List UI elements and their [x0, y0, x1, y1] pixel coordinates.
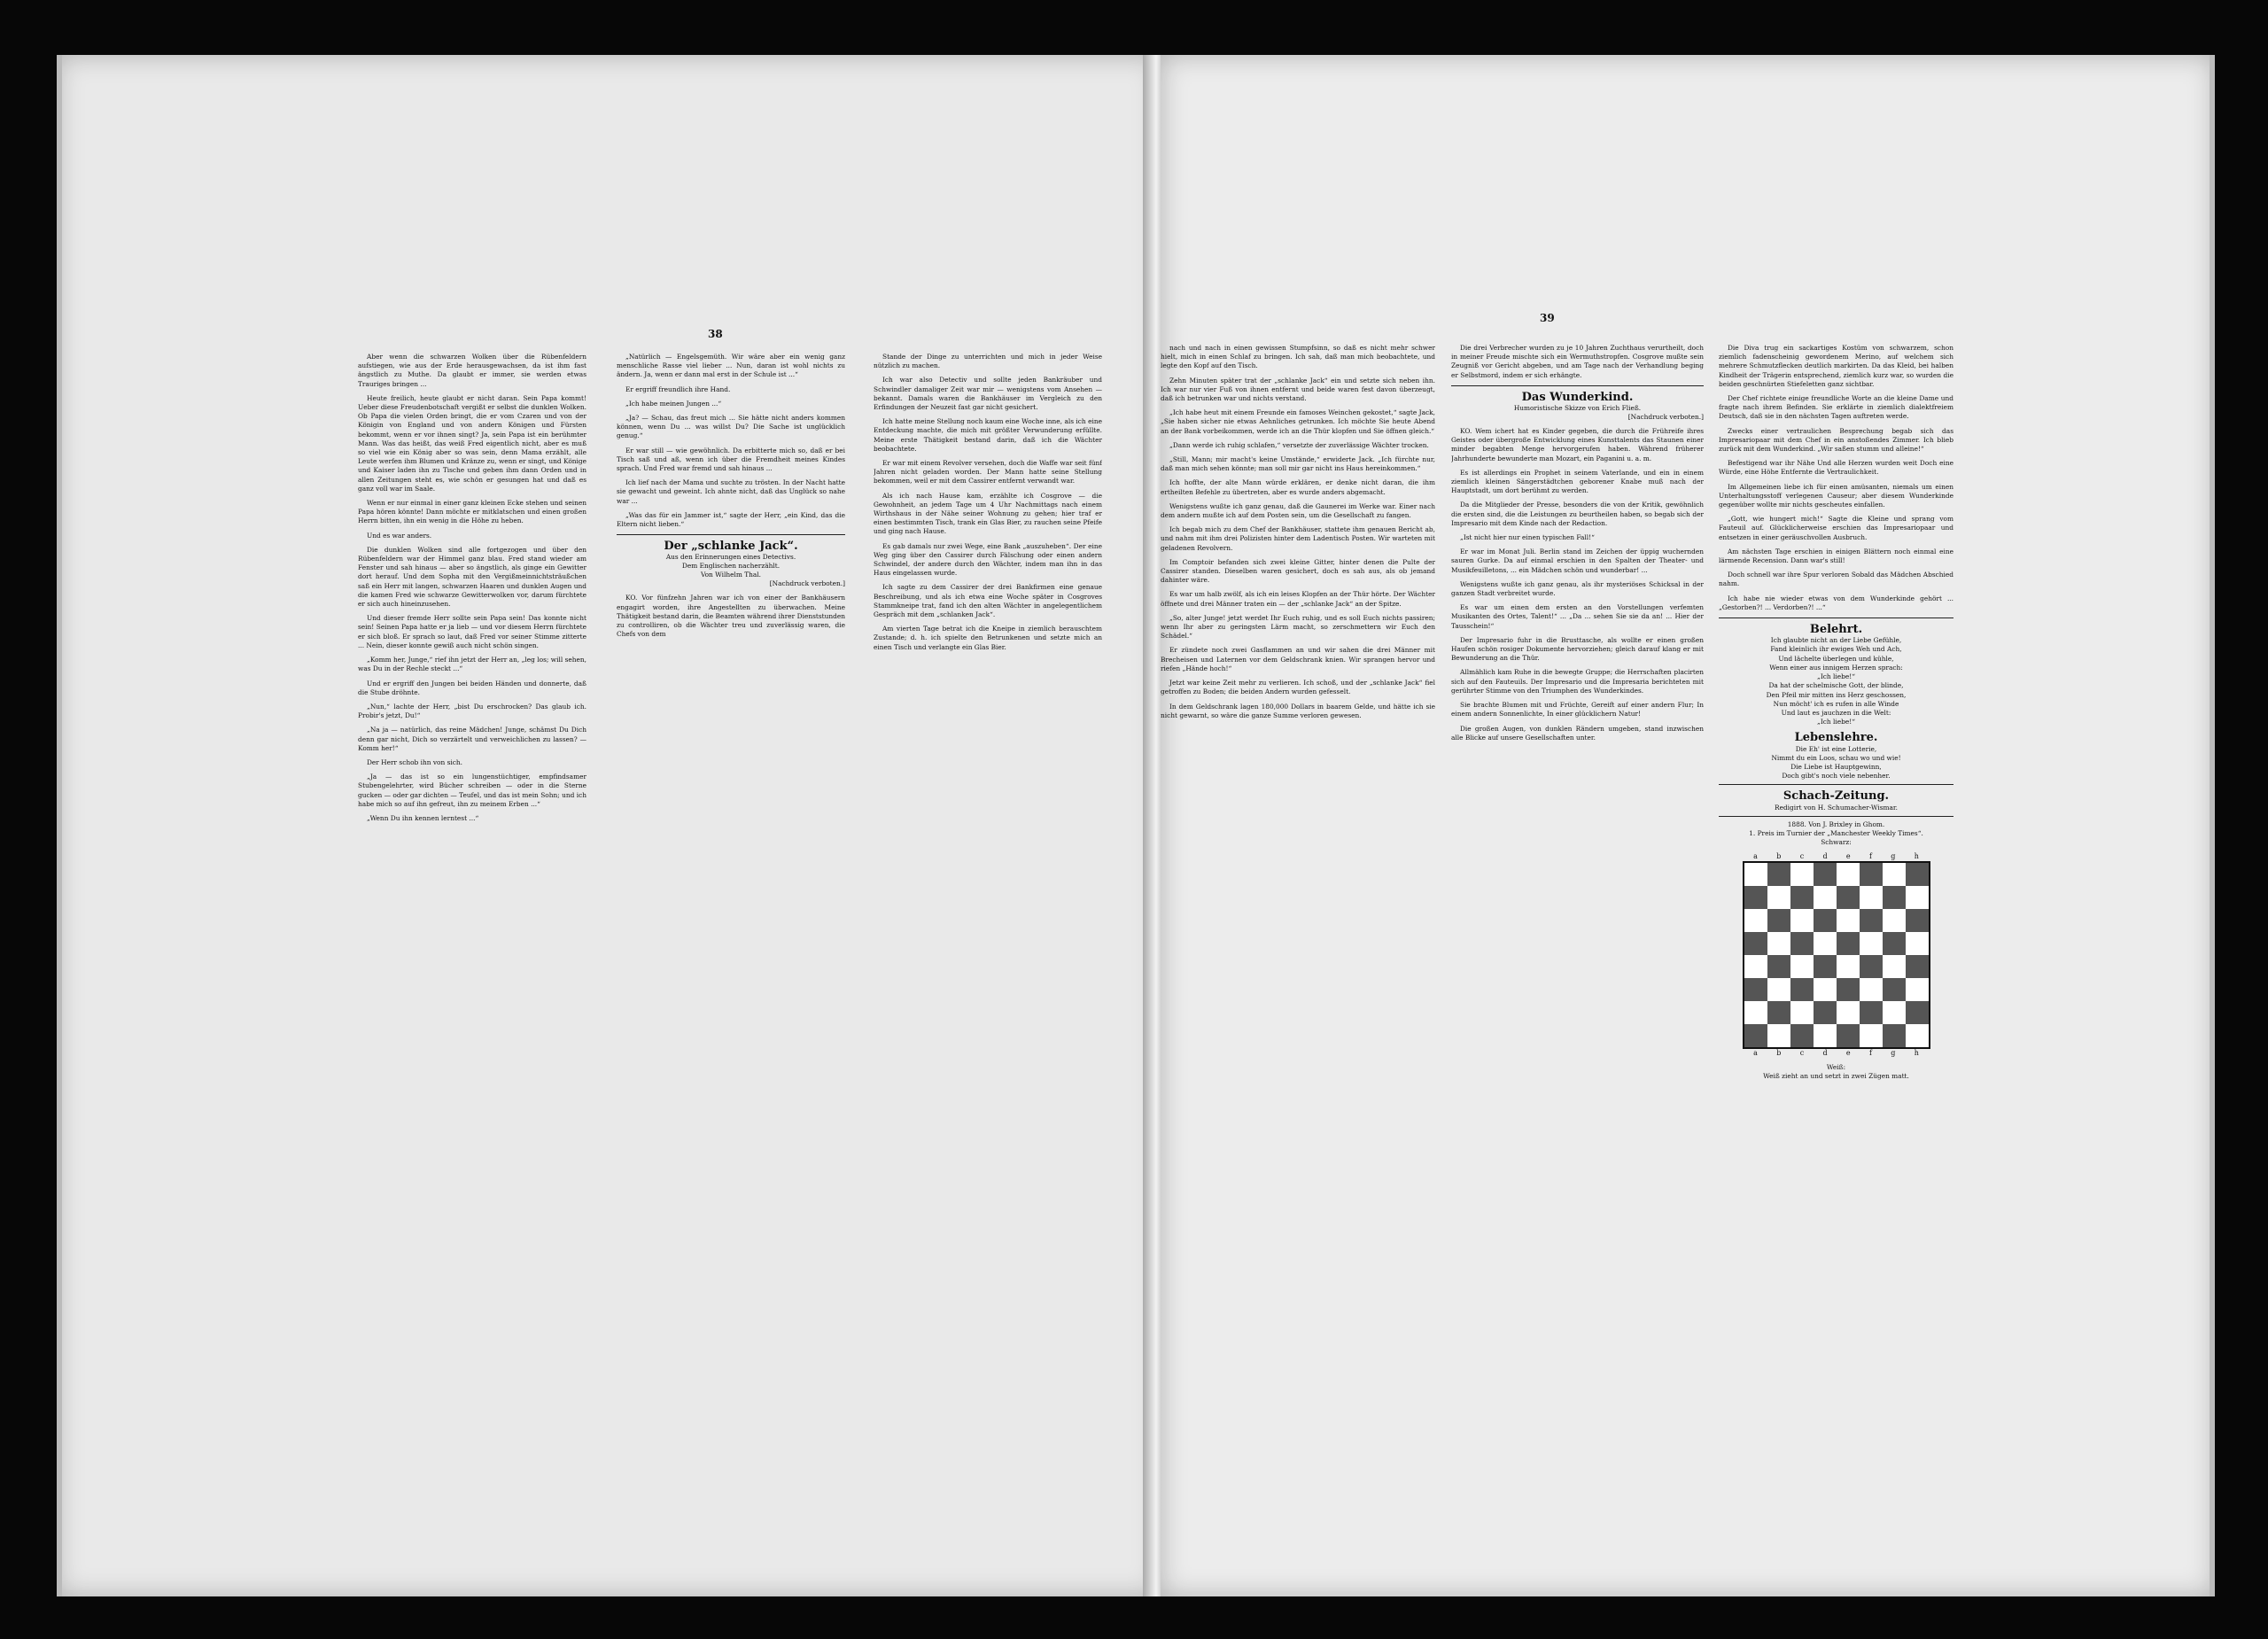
paragraph: „Ja? — Schau, das freut mich ... Sie hätte nicht anders kommen können, wenn Du ... was willst Du? Die Sache ist unglücklich genug.“ — [617, 414, 845, 440]
paragraph: Der Chef richtete einige freundliche Worte an die kleine Dame und fragte nach ihrem Befinden. Sie erklärte in ziemlich dialektfreiem Deutsch, daß sie in den nächsten Tagen auftreten werde. — [1719, 394, 1953, 421]
chess-square — [1860, 1001, 1883, 1024]
chess-file-label: c — [1799, 1048, 1805, 1057]
paragraph: Doch schnell war ihre Spur verloren Sobald das Mädchen Abschied nahm. — [1719, 571, 1953, 588]
paragraph: In dem Geldschrank lagen 180,000 Dollars in baarem Gelde, und hätte ich sie nicht gewarnt, so wäre die ganze Summe verloren gewesen. — [1161, 702, 1435, 719]
paragraph: Am vierten Tage betrat ich die Kneipe in ziemlich berauschtem Zustande; d. h. ich spielte den Betrunkenen und setzte mich an einen Tisch und verlangte ein Glas Bier. — [874, 625, 1102, 651]
chess-square — [1767, 863, 1790, 886]
chess-file-label: g — [1891, 851, 1896, 860]
chess-square — [1814, 909, 1837, 932]
chess-square — [1906, 932, 1929, 955]
paragraph: „Gott, wie hungert mich!“ Sagte die Kleine und sprang vom Fauteuil auf. Glücklicherweise erschien das Impresariopaar und entsetzen in einer geräuschvollen Ausbruch. — [1719, 515, 1953, 541]
chess-square — [1744, 932, 1767, 955]
paragraph: „Ja — das ist so ein lungenstüchtiger, empfindsamer Stubengelehrter, wird Bücher schreiben — oder in die Sterne gucken — oder gar dichten — Teufel, und das ist mein Sohn; und ich habe mich so auf ihn gefreut, ihn zu meinem Erben ...“ — [358, 773, 586, 808]
chess-square — [1883, 955, 1906, 978]
paragraph: „Komm her, Junge,“ rief ihn jetzt der Herr an, „leg los; will sehen, was Du in der Rechle steckt ...“ — [358, 656, 586, 673]
chess-square — [1837, 909, 1860, 932]
left-page-edge — [57, 55, 62, 1596]
wunder-title: Das Wunderkind. — [1521, 390, 1634, 404]
paragraph: Die Diva trug ein sackartiges Kostüm von schwarzem, schon ziemlich fadenscheinig gewordenem Merino, auf welchem sich mehrere Schmutzflecken deutlich markirten. Da das Kleid, bei halben Kindheit der Trägerin entsprechend, ziemlich kurz war, so wurden die beiden geschnürten Stiefeletten ganz sichtbar. — [1719, 344, 1953, 388]
chess-square — [1837, 955, 1860, 978]
chess-square — [1860, 955, 1883, 978]
paragraph: Ich sagte zu dem Cassirer der drei Bankfirmen eine genaue Beschreibung, und als ich etwa eine Woche später in Cosgroves Stammkneipe trat, fand ich den alten Wächter in angelegentlichem Gespräch mit dem „schlanken Jack“. — [874, 583, 1102, 619]
chess-file-label: f — [1868, 1048, 1872, 1057]
chess-square — [1860, 863, 1883, 886]
paragraph: Ich hatte meine Stellung noch kaum eine Woche inne, als ich eine Entdeckung machte, die mich mit größter Verwunderung erfüllte. Meine erste Thätigkeit bestand darin, daß ich die Wächter beobachtete. — [874, 417, 1102, 453]
chess-square — [1790, 909, 1814, 932]
paragraph: Ich war also Detectiv und sollte jeden Bankräuber und Schwindler damaliger Zeit war mir — wenigstens vom Ansehen — bekannt. Damals waren die Bankhäuser im Vergleich zu den Erfindungen der Neuzeit fast gar nicht gesichert. — [874, 376, 1102, 412]
chess-square — [1790, 1001, 1814, 1024]
paragraph: „Dann werde ich ruhig schlafen,“ versetzte der zuverlässige Wächter trocken. — [1169, 440, 1429, 449]
problem-award: 1. Preis im Turnier der „Manchester Weekly Times“. — [1749, 828, 1923, 837]
chess-square — [1860, 886, 1883, 909]
chess-square — [1860, 1024, 1883, 1047]
chess-square — [1767, 978, 1790, 1001]
wunder-rule — [1451, 385, 1704, 386]
paragraph: KO. Vor fünfzehn Jahren war ich von einer der Bankhäusern engagirt worden, ihre Angestellten zu überwachen. Meine Thätigkeit bestand darin, die Beamten während ihrer Dienststunden zu controlliren, ob die Wächter treu und zuverlässig waren, die Chefs von dem — [617, 594, 845, 639]
chess-square — [1906, 1024, 1929, 1047]
chess-square — [1860, 932, 1883, 955]
chess-square — [1767, 955, 1790, 978]
schach-editor: Redigirt von H. Schumacher-Wismar. — [1775, 803, 1898, 812]
paragraph: Und dieser fremde Herr sollte sein Papa sein! Das konnte nicht sein! Seinen Papa hatte er ja lieb — und vor diesem Herrn fürchtete er sich bloß. Er sprach so laut, daß Fred vor seiner Stimme zitterte ... Nein, dieser konnte gewiß auch nicht schön singen. — [358, 614, 586, 649]
paragraph: Es war um halb zwölf, als ich ein leises Klopfen an der Thür hörte. Der Wächter öffnete und drei Männer traten ein — der „schlanke Jack“ an der Spitze. — [1161, 590, 1435, 608]
paragraph: Die drei Verbrecher wurden zu je 10 Jahren Zuchthaus verurtheilt, doch in meiner Freude mischte sich ein Wermuthstropfen. Cosgrove mußte sein Zeugniß vor Gericht abgeben, und am Tage nach der Verhandlung beging er Selbstmord, indem er sich erhängte. — [1451, 344, 1704, 379]
poem-line: Und laut es jauchzen in die Welt: — [1781, 708, 1891, 717]
problem-task: Weiß zieht an und setzt in zwei Zügen matt. — [1763, 1071, 1909, 1080]
lebens-poem — [1719, 745, 1953, 781]
paragraph: Wenigstens wußte ich ganz genau, daß die Gaunerei im Werke war. Einer nach dem andern mußte ich auf dem Posten sein, um die Gesellschaft zu fangen. — [1161, 501, 1435, 520]
right-column-3 — [1719, 338, 1953, 1517]
paragraph: Sie brachte Blumen mit und Früchte, Gereift auf einer andern Flur; In einem andern Sonnenlichte, In einer glücklichern Natur! — [1451, 701, 1704, 719]
problem-header: 1888. Von J. Brixley in Ghom. — [1787, 820, 1885, 828]
paragraph: Es gab damals nur zwei Wege, eine Bank „auszuheben“. Der eine Weg ging über den Cassirer durch Fälschung oder einen andern Schwindel, der andere durch den Wächter, indem man ihn in das Haus eingelassen wurde. — [874, 541, 1102, 578]
paragraph: Die dunklen Wolken sind alle fortgezogen und über den Rübenfeldern war der Himmel ganz blau. Fred stand wieder am Fenster und sah hinaus — aber so ängstlich, als ginge ein Gewitter dort herauf. Und dem Sopha mit den Vergißmeinnichtsträußchen saß ein Herr mit langen, schwarzen Haaren und dunklen Augen und die kamen Fred wie schwarze Gewitterwolken vor, darum fürchtete er sich auch hineinzusehen. — [358, 545, 586, 609]
chess-square — [1883, 909, 1906, 932]
chess-square — [1744, 863, 1767, 886]
chess-square — [1744, 978, 1767, 1001]
schach-title: Schach-Zeitung. — [1783, 789, 1890, 804]
chess-square — [1883, 1024, 1906, 1047]
chess-square — [1744, 1001, 1767, 1024]
paragraph: Allmählich kam Ruhe in die bewegte Gruppe; die Herrschaften placirten sich auf den Fauteuils. Der Impresario und die Impresaria berichteten mit gerührter Stimme von den Triumphen des Wunderkindes. — [1451, 668, 1704, 695]
chess-files-bottom — [1744, 1049, 1929, 1058]
chess-square — [1767, 1001, 1790, 1024]
paragraph: Stande der Dinge zu unterrichten und mich in jeder Weise nützlich zu machen. — [874, 353, 1102, 370]
left-column-2 — [617, 347, 845, 1464]
chess-square — [1906, 1001, 1929, 1024]
paragraph: Heute freilich, heute glaubt er nicht daran. Sein Papa kommt! Ueber diese Freudenbotschaft vergißt er selbst die dunklen Wolken. Ob Papa die vielen Orden bringt, die er vom Czaren und von der Königin von England und von andern Königen und Fürsten bekommt, wenn er vor ihnen singt? Ja, sein Papa ist ein berühmter Mann. Was das heißt, das weiß Fred eigentlich nicht, aber es muß so viel wie ein König aber so was sein, denn Mama erzählt, alle Leute werfen ihm Blumen und Kränze zu, wenn er singt, und Könige und Kaiser laden ihn zu Tische und geben ihm dann Orden und in allen Zeitungen steht es, wie schön er gesungen hat und daß es ganz voll war im Saale. — [358, 393, 586, 493]
chess-square — [1906, 863, 1929, 886]
paragraph: „Ich habe heut mit einem Freunde ein famoses Weinchen gekostet,“ sagte Jack, „Sie haben sicher nie etwas Aehnliches getrunken. Ich möchte Sie heute Abend an der Bank vorbeikommen, werde ich an die Thür klopfen und Sie öffnen gleich.“ — [1161, 408, 1435, 435]
paragraph: Und es war anders. — [367, 531, 432, 540]
wunder-reprint-note: [Nachdruck verboten.] — [1627, 413, 1704, 422]
chess-files-top — [1744, 852, 1929, 861]
chess-square — [1767, 932, 1790, 955]
chess-square — [1837, 1001, 1860, 1024]
paragraph: Jetzt war keine Zeit mehr zu verlieren. Ich schoß, und der „schlanke Jack“ fiel getroffen zu Boden; die beiden Andern wurden gefesselt. — [1161, 679, 1435, 696]
poem-line: Den Pfeil mir mitten ins Herz geschossen, — [1766, 690, 1907, 699]
paragraph: „Natürlich — Engelsgemüth. Wir wäre aber ein wenig ganz menschliche Rasse viel lieber ... Nun, daran ist wohl nichts zu ändern. Ja, wenn er dann mal erst in der Schule ist ...“ — [617, 353, 845, 379]
schach-rule-2 — [1719, 816, 1953, 817]
poem-line: Nimmt du ein Loos, schau wo und wie! — [1771, 753, 1901, 762]
chess-square — [1837, 886, 1860, 909]
chess-square — [1860, 909, 1883, 932]
chess-square — [1883, 886, 1906, 909]
poem-line: Die Eh' ist eine Lotterie, — [1795, 744, 1877, 753]
paragraph: Ich begab mich zu dem Chef der Bankhäuser, stattete ihm genauen Bericht ab, und nahm mit ihm drei Polizisten hinter dem Ladentisch Posten. Wir warteten mit geladenen Revolvern. — [1161, 525, 1435, 552]
right-page — [1161, 55, 2215, 1596]
problem-white-label: Weiß: — [1826, 1062, 1846, 1071]
chess-square — [1837, 863, 1860, 886]
chess-square — [1883, 932, 1906, 955]
left-column-1 — [358, 347, 586, 1455]
chess-file-label: g — [1891, 1048, 1896, 1057]
left-column-3 — [874, 347, 1102, 1464]
chess-square — [1744, 886, 1767, 909]
chess-square — [1790, 955, 1814, 978]
wunder-subtitle: Humoristische Skizze von Erich Fließ. — [1513, 404, 1642, 413]
chess-square — [1814, 955, 1837, 978]
paragraph: „Ist nicht hier nur einen typischen Fall!“ — [1460, 533, 1595, 542]
paragraph: nach und nach in einen gewissen Stumpfsinn, so daß es nicht mehr schwer hielt, mich in einen Schlaf zu bringen. Ich sah, daß man mich beobachtete, und legte den Kopf auf den Tisch. — [1161, 344, 1435, 370]
paragraph: Zehn Minuten später trat der „schlanke Jack“ ein und setzte sich neben ihn. Ich war nur vier Fuß von ihnen entfernt und beide waren fest davon überzeugt, daß ich betrunken war und nichts verstand. — [1161, 376, 1435, 403]
chess-file-label: e — [1845, 851, 1851, 860]
chess-file-label: h — [1914, 851, 1919, 860]
paragraph: KO. Wem ichert hat es Kinder gegeben, die durch die Frühreife ihres Geistes oder übergroße Entwicklung eines Kunsttalents das Staunen einer minder begabten Menge hervorgerufen haben. Während früherer Jahrhunderte bewunderte man Mozart, ein Paganini u. a. m. — [1451, 427, 1704, 462]
paragraph: Wenigstens wußte ich ganz genau, als ihr mysteriöses Schicksal in der ganzen Stadt verbreitet wurde. — [1451, 579, 1704, 598]
poem-line: Doch gibt's noch viele nebenher. — [1782, 772, 1891, 781]
poem-line: Da hat der schelmische Gott, der blinde, — [1768, 681, 1904, 690]
right-column-1 — [1161, 338, 1435, 1472]
chess-file-label: c — [1799, 851, 1805, 860]
paragraph: „Na ja — natürlich, das reine Mädchen! Junge, schämst Du Dich denn gar nicht, Dich so verzärtelt und verweichlichen zu lassen? — Komm her!“ — [358, 726, 586, 752]
paragraph: Die großen Augen, von dunklen Rändern umgeben, stand inzwischen alle Blicke auf unsere Gesellschaften unter. — [1451, 724, 1704, 742]
paragraph: Er war still — wie gewöhnlich. Da erbitterte mich so, daß er bei Tisch saß und aß, wenn ich über die Fremdheit meines Kindes sprach. Und Fred war fremd und sah hinaus ... — [617, 446, 845, 473]
schach-rule — [1719, 784, 1953, 785]
poem-line: Wenn einer aus innigem Herzen sprach: — [1769, 663, 1903, 672]
chess-file-label: f — [1868, 851, 1872, 860]
chess-square — [1744, 1024, 1767, 1047]
page-number-left: 38 — [708, 328, 723, 340]
chess-file-label: a — [1753, 1048, 1758, 1057]
chess-square — [1790, 863, 1814, 886]
chess-square — [1860, 978, 1883, 1001]
chess-file-label: h — [1914, 1048, 1919, 1057]
paragraph: Aber wenn die schwarzen Wolken über die Rübenfeldern aufstiegen, wie aus der Erde herausgewachsen, da ist ihm fast ängstlich zu Muthe. Da glaubt er immer, sie werden etwas Trauriges bringen ... — [358, 353, 586, 388]
chess-square — [1744, 955, 1767, 978]
poem-line: „Ich liebe!“ — [1817, 672, 1855, 681]
chess-file-label: d — [1822, 1048, 1828, 1057]
story-title: Der „schlanke Jack“. — [664, 540, 798, 554]
paragraph: „Still, Mann; mir macht's keine Umstände,“ erwiderte Jack. „Ich fürchte nur, daß man mich sehen könnte; man soll mir gar nicht ins Haus hereinkommen.“ — [1161, 455, 1435, 473]
chess-square — [1790, 932, 1814, 955]
paragraph: Der Impresario fuhr in die Brusttasche, als wollte er einen großen Haufen schön rosiger Dokumente hervorziehen; gleich darauf klang er mit Bewunderung an die Thür. — [1451, 635, 1704, 663]
chess-square — [1906, 978, 1929, 1001]
poem-line: Fand kleinlich ihr ewiges Weh und Ach, — [1770, 645, 1902, 654]
belehrt-poem — [1719, 636, 1953, 726]
paragraph: Im Comptoir befanden sich zwei kleine Gitter, hinter denen die Pulte der Cassirer standen. Dieselben waren gesichert, doch es sah aus, als ob jemand dahinter wäre. — [1161, 557, 1435, 585]
paragraph: Zwecks einer vertraulichen Besprechung begab sich das Impresariopaar mit dem Chef in ein anstoßendes Zimmer. Ich blieb zurück mit dem Wunderkind. „Wir saßen stumm und alleine!“ — [1719, 426, 1953, 454]
chess-square — [1767, 886, 1790, 909]
paragraph: Es war um einen dem ersten an den Vorstellungen verfemten Musikanten des Ortes, Talent!“ ... „Da ... sehen Sie sie da an! ... Hier der Tausschein!“ — [1451, 603, 1704, 630]
chess-square — [1837, 932, 1860, 955]
chess-file-label: a — [1753, 851, 1758, 860]
chess-square — [1790, 886, 1814, 909]
paragraph: Er war im Monat Juli. Berlin stand im Zeichen der üppig wuchernden sauren Gurke. Da auf einmal erschien in den Spalten der Theater- und Musikfeuilletons, ... ein Mädchen schön und wunderbar! ... — [1451, 548, 1704, 574]
paragraph: Als ich nach Hause kam, erzählte ich Cosgrove — die Gewohnheit, an jedem Tage um 4 Uhr Nachmittags nach einem Wirthshaus in der Nähe seiner Wohnung zu gehen; hier traf er einen bestimmten Tisch, trank ein Glas Bier, zu rauchen seine Pfeife und ging nach Hause. — [874, 491, 1102, 536]
paragraph: Am nächsten Tage erschien in einigen Blättern noch einmal eine lärmende Recension. Dann war's still! — [1719, 547, 1953, 565]
paragraph: Ich lief nach der Mama und suchte zu trösten. In der Nacht hatte sie gewacht und geweint. Ich ahnte nicht, daß das Unglück so nahe war ... — [617, 478, 845, 505]
paragraph: „Ich habe meinen Jungen ...“ — [625, 399, 722, 408]
chess-square — [1837, 1024, 1860, 1047]
left-page — [57, 55, 1160, 1596]
chess-file-label: d — [1822, 851, 1828, 860]
chess-square — [1814, 1001, 1837, 1024]
story-subtitle: Aus den Erinnerungen eines Detectivs. — [665, 553, 796, 562]
problem-black-label: Schwarz: — [1821, 837, 1852, 846]
right-column-2 — [1451, 338, 1704, 1472]
paragraph: Im Allgemeinen liebe ich für einen amüsanten, niemals um einen Unterhaltungsstoff verlegenen Causeur; aber diesem Wunderkinde gegenüber wollte mir nichts gescheutes einfallen. — [1719, 482, 1953, 509]
story-translation: Dem Englischen nacherzählt. — [681, 562, 781, 571]
chess-file-label: e — [1845, 1048, 1851, 1057]
paragraph: Und er ergriff den Jungen bei beiden Händen und donnerte, daß die Stube dröhnte. — [358, 679, 586, 696]
paragraph: Da die Mitglieder der Presse, besonders die von der Kritik, gewöhnlich die ersten sind, die die Leistungen zu beurtheilen haben, so begab sich der Impresario mit dem Kinde nach der Redaction. — [1451, 501, 1704, 527]
chess-square — [1906, 886, 1929, 909]
paragraph: Befestigend war ihr Nähe Und alle Herzen wurden weit Doch eine Würde, eine Höhe Entfernte die Vertraulichkeit. — [1719, 459, 1953, 477]
belehrt-title: Belehrt. — [1809, 623, 1863, 637]
chess-file-label: b — [1776, 1048, 1782, 1057]
poem-line: Ich glaubte nicht an der Liebe Gefühle, — [1770, 636, 1902, 645]
lebens-title: Lebenslehre. — [1794, 731, 1878, 745]
chess-square — [1767, 909, 1790, 932]
paragraph: Es ist allerdings ein Prophet in seinem Vaterlande, und ein in einem ziemlich kleinen Sängerstädtchen geborener Knabe muß nach der Hauptstadt, um dort berühmt zu werden. — [1451, 468, 1704, 495]
chess-square — [1906, 909, 1929, 932]
paragraph: „Wenn Du ihn kennen lerntest ...“ — [367, 813, 479, 822]
paragraph: „So, alter Junge! jetzt werdet Ihr Euch ruhig, und es soll Euch nichts passiren; wenn Ihr aber zu geringsten Lärm macht, so zerschmettern wir Euch den Schädel.“ — [1161, 613, 1435, 641]
chess-square — [1814, 978, 1837, 1001]
chess-square — [1767, 1024, 1790, 1047]
chess-square — [1744, 909, 1767, 932]
chess-square — [1883, 863, 1906, 886]
chess-square — [1883, 978, 1906, 1001]
chess-square — [1814, 1024, 1837, 1047]
page-number-right: 39 — [1540, 312, 1555, 324]
paragraph: Ich hoffte, der alte Mann würde erklären, er denke nicht daran, die ihm ertheilten Befehle zu übertreten, aber es wurde anders abgemacht. — [1161, 478, 1435, 496]
paragraph: Ich habe nie wieder etwas von dem Wunderkinde gehört ... „Gestorben?! ... Verdorben?! ...“ — [1719, 594, 1953, 611]
chess-board — [1743, 861, 1930, 1049]
chess-square — [1790, 978, 1814, 1001]
poem-line: Die Liebe ist Hauptgewinn, — [1790, 762, 1882, 771]
chess-file-label: b — [1776, 851, 1782, 860]
chess-square — [1814, 886, 1837, 909]
story-rule — [617, 534, 845, 535]
poem-line: Nun möcht' ich es rufen in alle Winde — [1773, 699, 1899, 708]
paragraph: Er ergriff freundlich ihre Hand. — [625, 385, 731, 393]
poem-line: „Ich liebe!“ — [1817, 718, 1855, 726]
right-page-edge — [2210, 55, 2215, 1596]
paragraph: Er zündete noch zwei Gasflammen an und wir sahen die drei Männer mit Brecheisen und Laternen vor dem Geldschrank knien. Wir sprangen hervor und riefen „Hände hoch!“ — [1161, 646, 1435, 672]
paragraph: „Was das für ein Jammer ist,“ sagte der Herr, „ein Kind, das die Eltern nicht lieben.“ — [617, 510, 845, 529]
chess-square — [1837, 978, 1860, 1001]
story-author: Von Wilhelm Thal. — [700, 571, 762, 579]
paragraph: „Nun,“ lachte der Herr, „bist Du erschrocken? Das glaub ich. Probir's jetzt, Du!“ — [358, 702, 586, 720]
chess-square — [1790, 1024, 1814, 1047]
poem-line: Und lächelte überlegen und kühle, — [1778, 654, 1894, 663]
paragraph: Er war mit einem Revolver versehen, doch die Waffe war seit fünf Jahren nicht geladen worden. Der Mann hatte seine Stellung bekommen, weil er mit dem Cassirer entfernt verwandt war. — [874, 459, 1102, 485]
story-reprint-note: [Nachdruck verboten.] — [769, 579, 845, 588]
chess-square — [1883, 1001, 1906, 1024]
chess-square — [1906, 955, 1929, 978]
chess-square — [1814, 863, 1837, 886]
chess-diagram — [1730, 852, 1943, 1058]
paragraph: Wenn er nur einmal in einer ganz kleinen Ecke stehen und seinen Papa hören könnte! Dann möchte er mitklatschen und einen großen Herrn bitten, ihn ein wenig in die Höhe zu heben. — [358, 499, 586, 525]
chess-square — [1814, 932, 1837, 955]
paragraph: Der Herr schob ihn von sich. — [367, 757, 463, 766]
